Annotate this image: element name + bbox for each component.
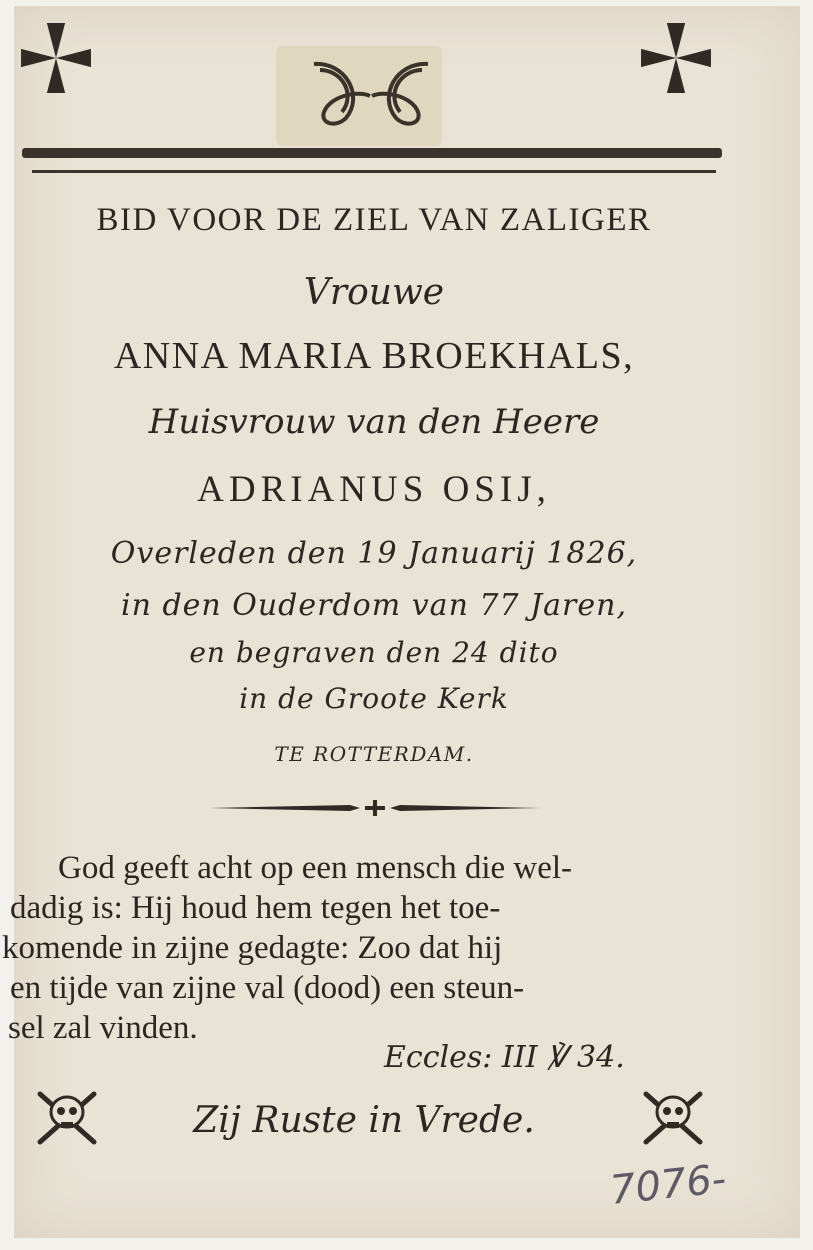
age-line: in den Ouderdom van 77 Jaren, <box>121 588 627 623</box>
skull-crossbones-icon <box>640 1086 706 1148</box>
city-line: TE ROTTERDAM. <box>274 742 474 766</box>
honorific: Vrouwe <box>303 272 445 313</box>
cross-divider-ornament <box>210 798 540 818</box>
header-rule-thick <box>22 148 722 158</box>
verse-line: dadig is: Hij houd hem tegen het toe- <box>10 890 501 926</box>
verse-line: en tijde van zijne val (dood) een steun- <box>10 970 525 1006</box>
cross-pattee-icon <box>18 20 94 96</box>
verse-line: komende in zijne gedagte: Zoo dat hij <box>2 930 503 966</box>
cross-pattee-icon <box>638 20 714 96</box>
header-rule-thin <box>32 170 716 173</box>
knot-ornament-icon <box>306 56 436 130</box>
husband-name: ADRIANUS OSIJ, <box>197 469 551 510</box>
closing-blessing: Zij Ruste in Vrede. <box>193 1100 535 1141</box>
scripture-verse <box>2 848 714 1048</box>
deceased-name: ANNA MARIA BROEKHALS, <box>113 335 635 377</box>
verse-line: God geeft acht op een mensch die wel- <box>58 850 573 886</box>
prayer-heading: BID VOOR DE ZIEL VAN ZALIGER <box>96 202 652 238</box>
inventory-number: 7076- <box>607 1156 729 1214</box>
verse-reference: Eccles: III ℣ 34. <box>384 1040 625 1075</box>
burial-place-line: in de Groote Kerk <box>239 682 509 715</box>
verse-line: sel zal vinden. <box>8 1010 198 1046</box>
death-date-line: Overleden den 19 Januarij 1826, <box>110 536 638 571</box>
memorial-card <box>2 6 800 1238</box>
burial-date-line: en begraven den 24 dito <box>189 636 559 669</box>
relation-line: Huisvrouw van den Heere <box>148 402 600 442</box>
